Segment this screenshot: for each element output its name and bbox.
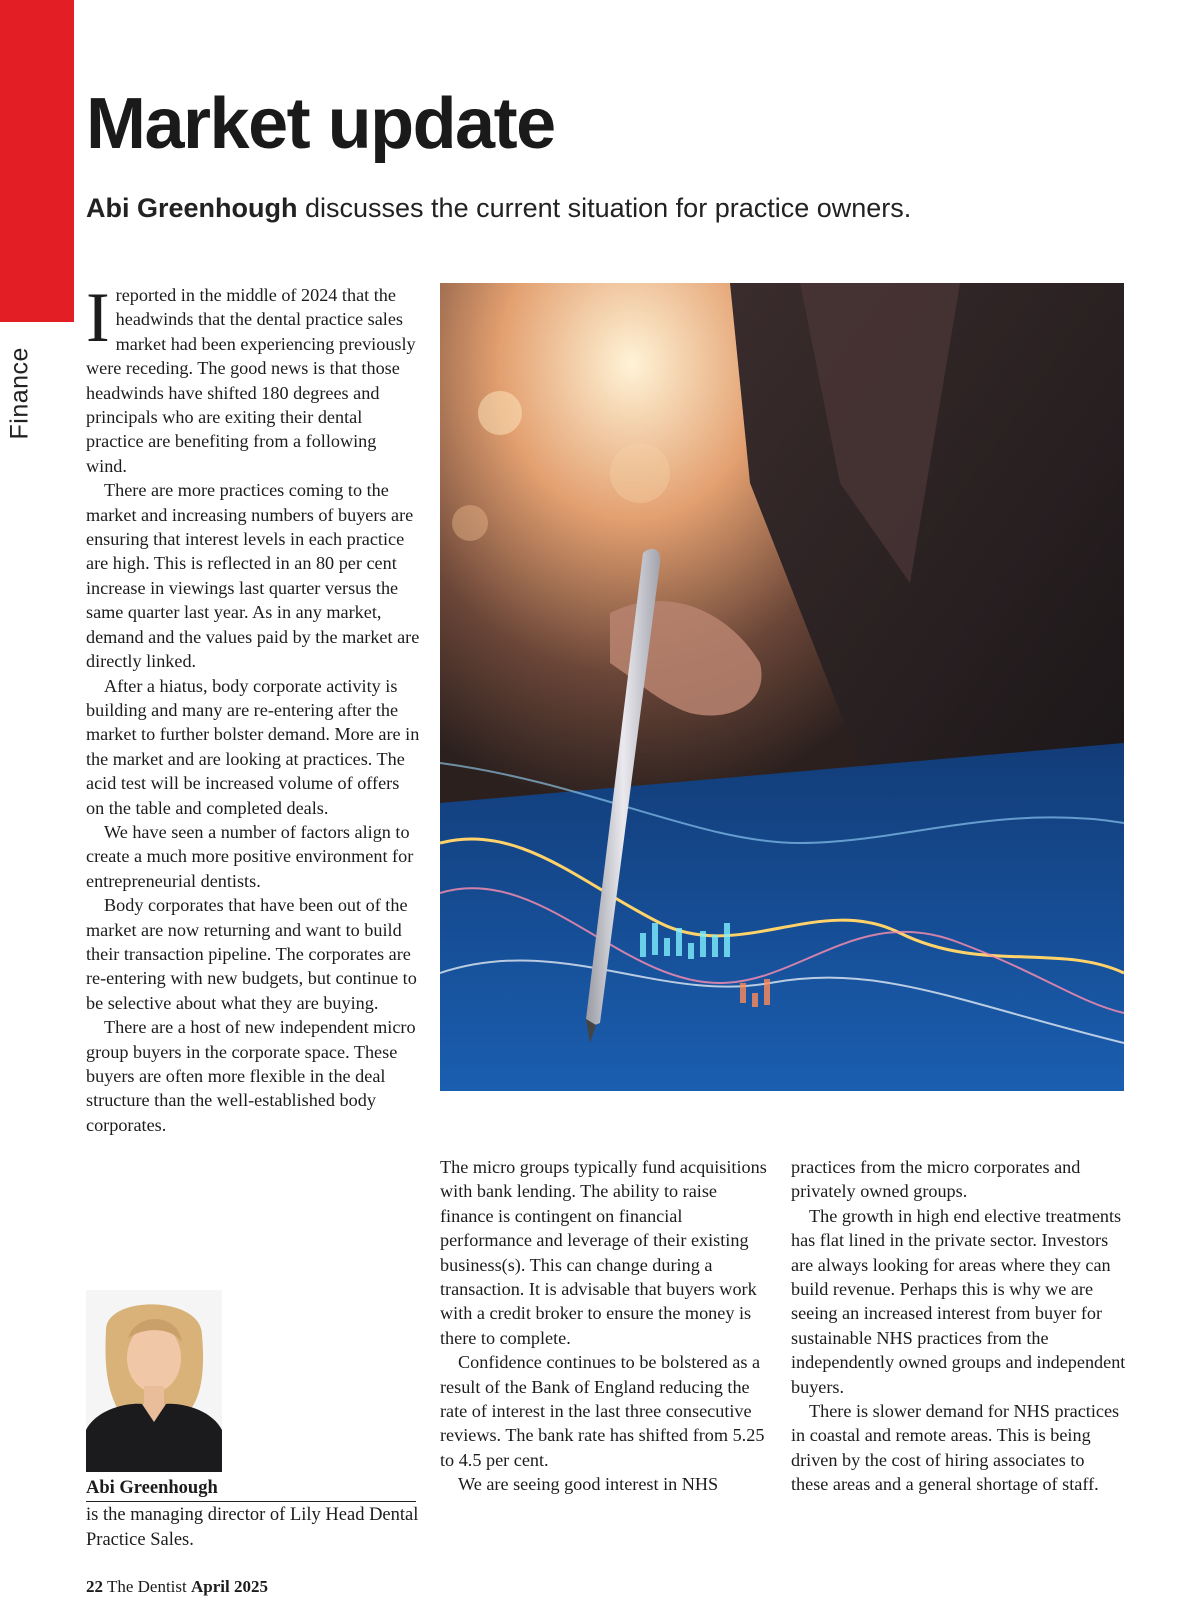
body-paragraph: There is slower demand for NHS practices in coastal and remote areas. This is being driven by the cost of hiring associates to these areas and a general shortage of staff.: [791, 1401, 1120, 1495]
standfirst: [86, 193, 911, 224]
headline: Market update: [86, 84, 555, 164]
body-paragraph: Ireported in the middle of 2024 that the headwinds that the dental practice sales market had been experiencing previously were receding. The good news is that those headwinds have shifted 180 degrees and principals who are exiting their dental practice are benefiting from a following wind.: [86, 279, 416, 476]
body-paragraph: practices from the micro corporates and privately owned groups.: [791, 1157, 1081, 1202]
standfirst-author: Abi Greenhough: [86, 193, 298, 223]
body-paragraph: Confidence continues to be bolstered as a result of the Bank of England reducing the rate of interest in the last three consecutive reviews. The bank rate has shifted from 5.25 to 4.5 per cent.: [440, 1352, 765, 1470]
body-paragraph: The micro groups typically fund acquisitions with bank lending. The ability to raise finance is contingent on financial performance and leverage of their existing business(s). This can change during a transaction. It is advisable that buyers work with a credit broker to ensure the money is there to complete.: [440, 1157, 767, 1348]
body-column-2: [440, 1155, 770, 1497]
section-label: Finance: [5, 347, 34, 440]
publication-name: The Dentist: [103, 1577, 191, 1596]
body-paragraph: We have seen a number of factors align to create a much more positive environment for entrepreneurial dentists.: [86, 821, 414, 891]
author-portrait: [86, 1290, 222, 1472]
author-name: Abi Greenhough: [86, 1476, 416, 1502]
body-paragraph: After a hiatus, body corporate activity is building and many are re-entering after the market to further bolster demand. More are in the market and are looking at practices. The acid test will be increased volume of offers on the table and completed deals.: [86, 675, 420, 818]
issue-date: April 2025: [190, 1577, 268, 1596]
body-column-1: [86, 279, 421, 1137]
page-number: 22: [86, 1577, 103, 1596]
body-paragraph: The growth in high end elective treatments has flat lined in the private sector. Investors are always looking for areas where they can build revenue. Perhaps this is why we are seeing an increased interest from buyer for sustainable NHS practices from the independently owned groups and independent buyers.: [791, 1205, 1126, 1397]
section-color-bar: [0, 0, 74, 322]
author-photo: [86, 1290, 222, 1472]
author-bio: is the managing director of Lily Head Dental Practice Sales.: [86, 1505, 419, 1550]
body-column-3: [791, 1155, 1126, 1497]
main-photo: [440, 283, 1124, 1091]
drop-cap: I: [86, 279, 110, 357]
body-paragraph: Body corporates that have been out of the market are now returning and want to build their transaction pipeline. The corporates are re-entering with new budgets, but continue to be selective about what they are buying.: [86, 895, 417, 1013]
page-footer: [86, 1577, 268, 1597]
stylus-on-financial-chart-tablet: [440, 283, 1124, 1091]
body-paragraph: We are seeing good interest in NHS: [458, 1474, 719, 1495]
body-paragraph: There are a host of new independent micro group buyers in the corporate space. These buyers are often more flexible in the deal structure than the well-established body corporates.: [86, 1017, 416, 1135]
standfirst-text: discusses the current situation for practice owners.: [297, 193, 912, 223]
body-paragraph: There are more practices coming to the market and increasing numbers of buyers are ensuring that interest levels in each practice are high. This is reflected in an 80 per cent increase in viewings last quarter versus the same quarter last year. As in any market, demand and the values paid by the market are directly linked.: [86, 480, 420, 672]
